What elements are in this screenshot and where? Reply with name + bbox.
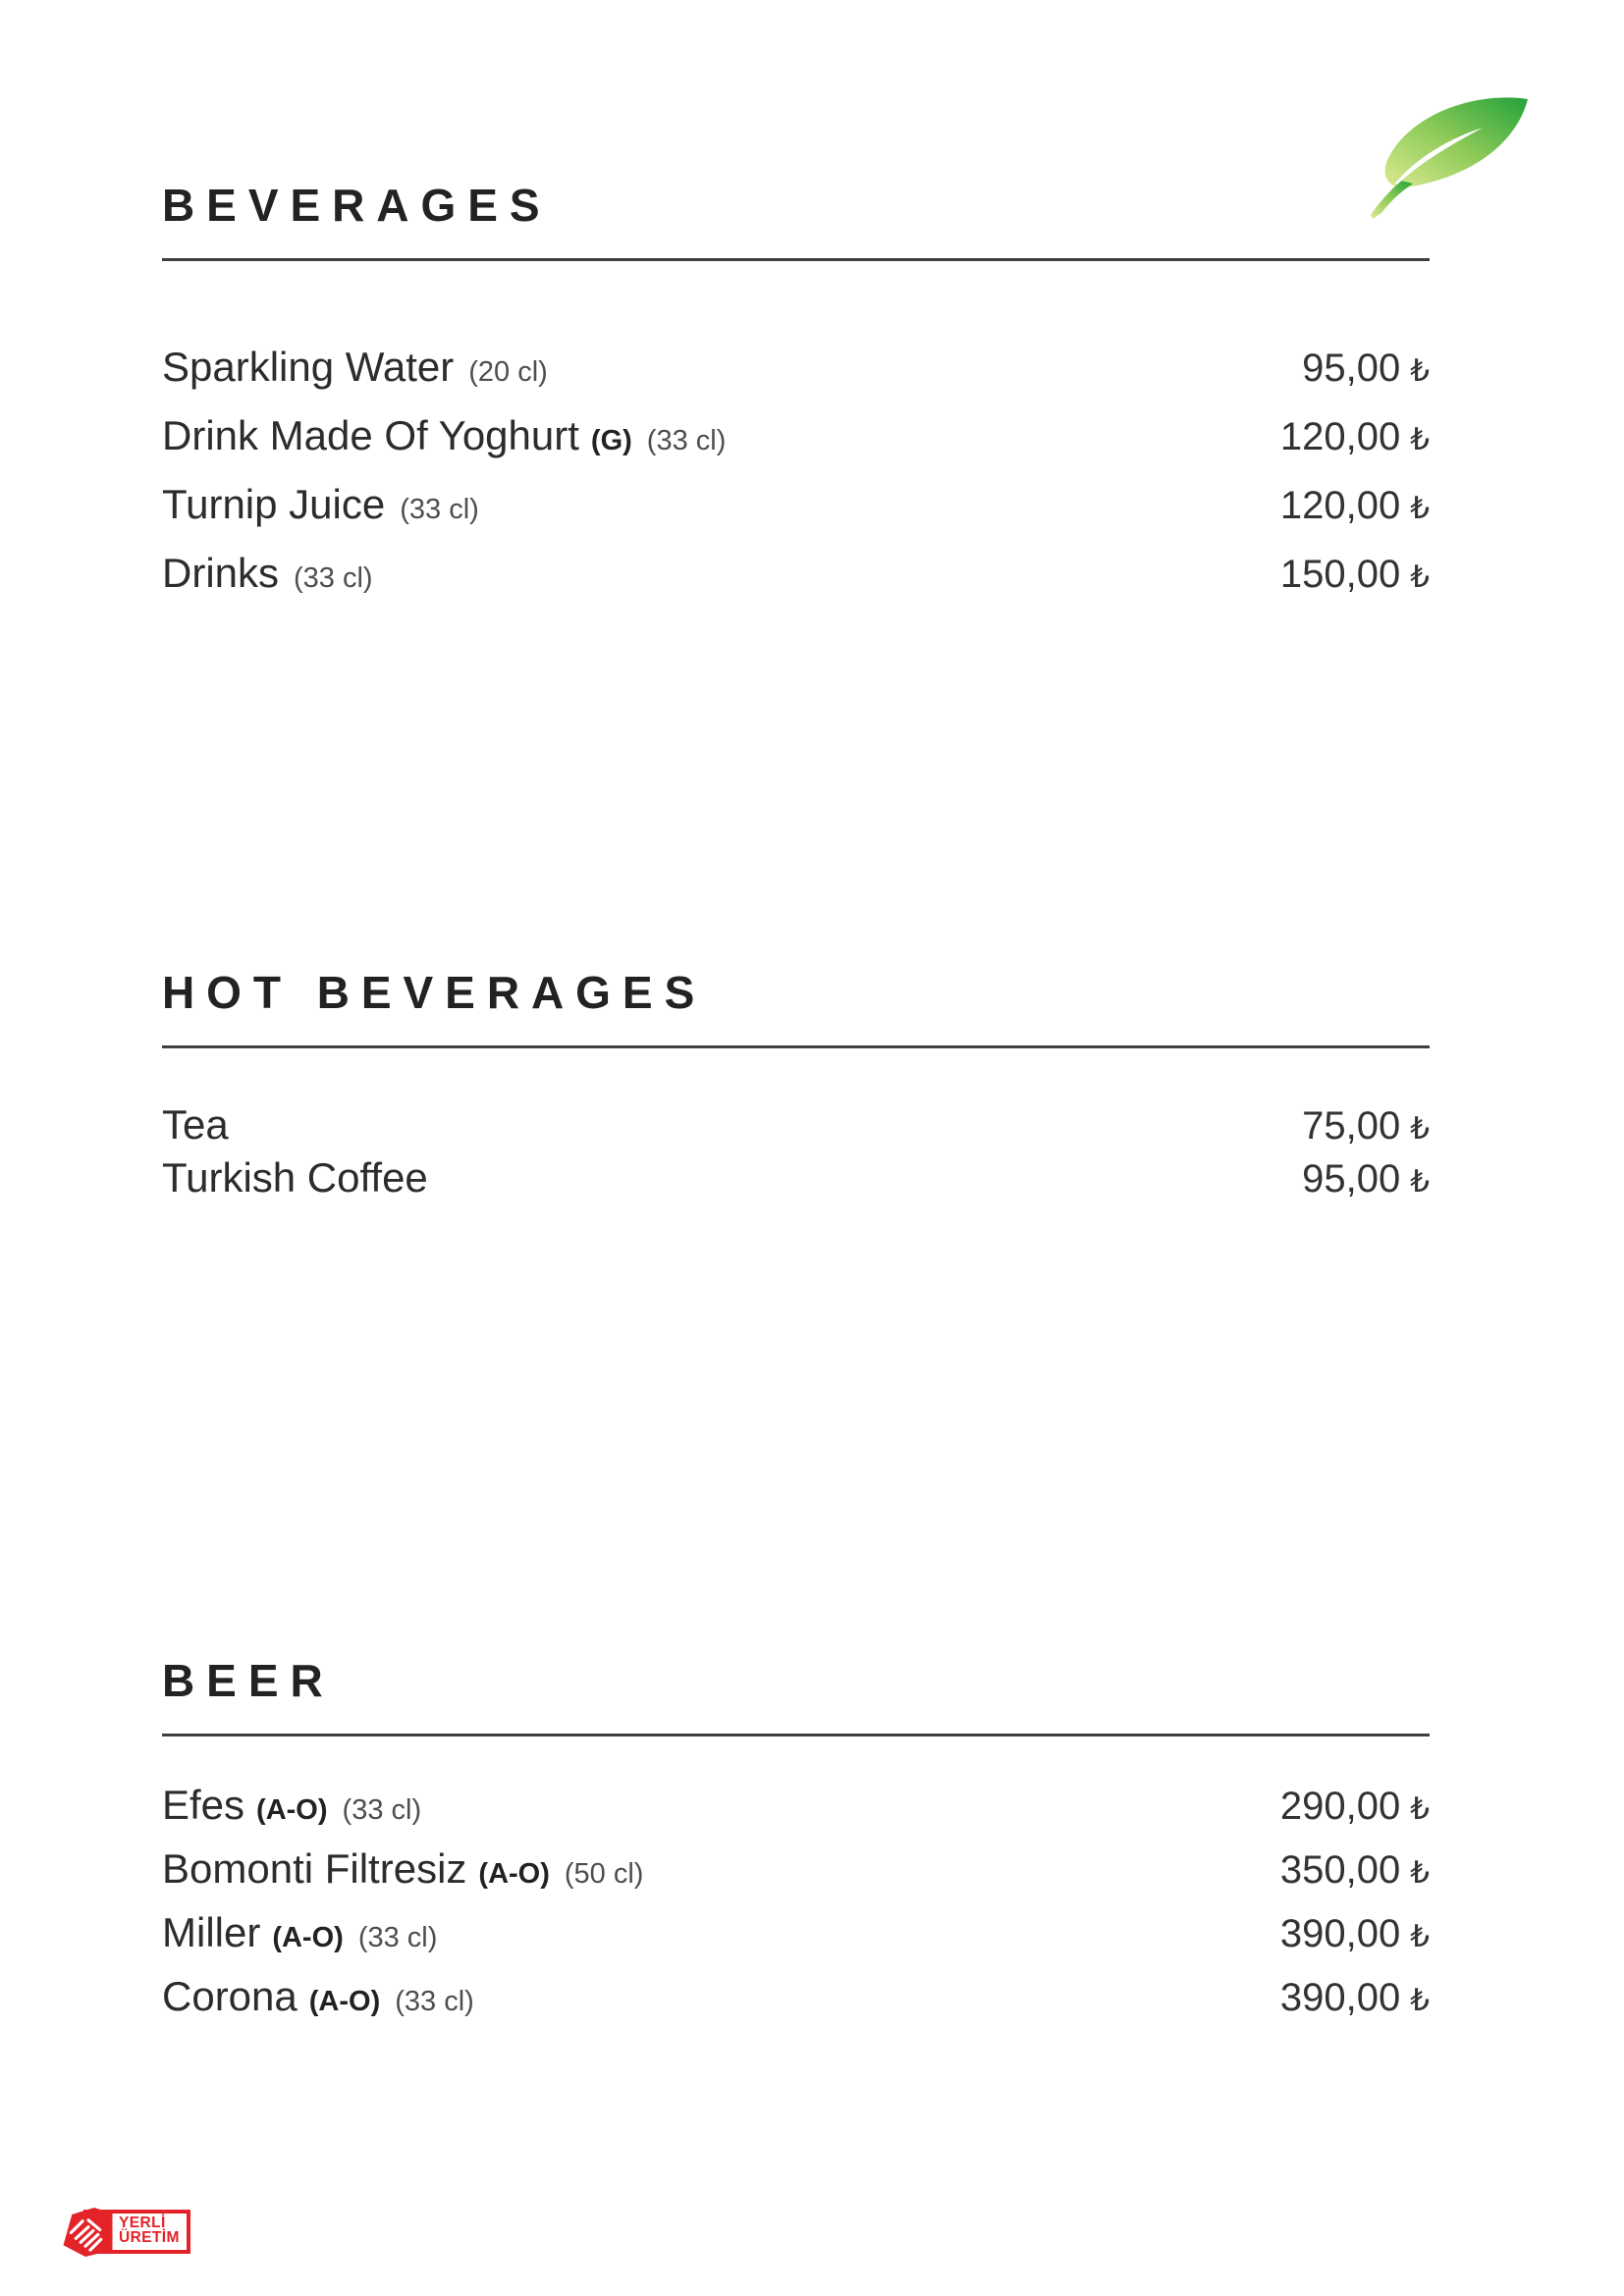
alcohol-tag: (A-O) [308,1986,381,2017]
alcohol-tag: (A-O) [272,1922,344,1953]
item-price: 150,00 [1279,553,1401,596]
allergen-tag: (G) [590,425,632,456]
currency-symbol: ₺ [1410,560,1430,595]
yerli-uretim-badge [62,2207,190,2257]
currency-symbol: ₺ [1410,422,1430,457]
serving-size: (33 cl) [646,425,727,456]
menu-item-row [162,1784,1430,1832]
currency-symbol: ₺ [1410,1111,1430,1147]
item-price: 350,00 [1279,1848,1401,1892]
menu-item-row [162,1847,1430,1896]
item-name: Bomonti Filtresiz [162,1845,467,1892]
currency-symbol: ₺ [1410,491,1430,526]
item-price: 390,00 [1279,1976,1401,2019]
menu-item-row [162,1911,1430,1959]
item-price: 290,00 [1279,1785,1401,1828]
section-title: BEVERAGES [162,180,552,231]
section-hot-beverages [162,967,1430,1203]
section-items [162,1784,1430,2023]
section-title: BEER [162,1655,335,1706]
item-price: 120,00 [1279,415,1401,458]
serving-size: (33 cl) [342,1794,422,1826]
item-price: 75,00 [1302,1104,1401,1148]
currency-symbol: ₺ [1410,1164,1430,1200]
section-beer [162,1655,1430,2023]
handshake-icon [62,2207,114,2257]
item-price: 120,00 [1279,484,1401,527]
item-name: Corona [162,1973,298,2019]
item-price: 390,00 [1279,1912,1401,1955]
currency-symbol: ₺ [1410,1855,1430,1891]
item-name: Drink Made Of Yoghurt [162,412,579,458]
currency-symbol: ₺ [1410,353,1430,389]
alcohol-tag: (A-O) [256,1794,328,1826]
serving-size: (20 cl) [468,356,548,388]
item-name: Drinks [162,550,280,596]
menu-item-row [162,346,1430,394]
serving-size: (33 cl) [357,1922,438,1953]
section-divider [162,1734,1430,1736]
item-price: 95,00 [1302,1157,1401,1201]
badge-text-line2: ÜRETİM [119,2229,180,2246]
section-divider [162,258,1430,261]
currency-symbol: ₺ [1410,1919,1430,1954]
serving-size: (33 cl) [400,494,479,525]
currency-symbol: ₺ [1410,1791,1430,1827]
item-name: Tea [162,1101,229,1148]
menu-item-row [162,1156,1430,1203]
section-title: HOT BEVERAGES [162,967,707,1018]
serving-size: (33 cl) [395,1986,474,2017]
serving-size: (33 cl) [294,562,373,594]
item-name: Sparkling Water [162,344,455,390]
badge-text-line1: YERLİ [119,2215,166,2231]
section-beverages [162,180,1430,600]
item-price: 95,00 [1302,347,1401,390]
menu-item-row [162,1103,1430,1150]
item-name: Turnip Juice [162,481,386,527]
menu-item-row [162,483,1430,531]
alcohol-tag: (A-O) [478,1858,550,1890]
item-name: Miller [162,1909,261,1955]
serving-size: (50 cl) [564,1858,644,1890]
menu-item-row [162,414,1430,462]
menu-item-row [162,1975,1430,2023]
section-divider [162,1045,1430,1048]
menu-item-row [162,552,1430,600]
section-items [162,1103,1430,1203]
section-items [162,346,1430,600]
item-name: Turkish Coffee [162,1154,428,1201]
item-name: Efes [162,1782,245,1828]
currency-symbol: ₺ [1410,1983,1430,2018]
